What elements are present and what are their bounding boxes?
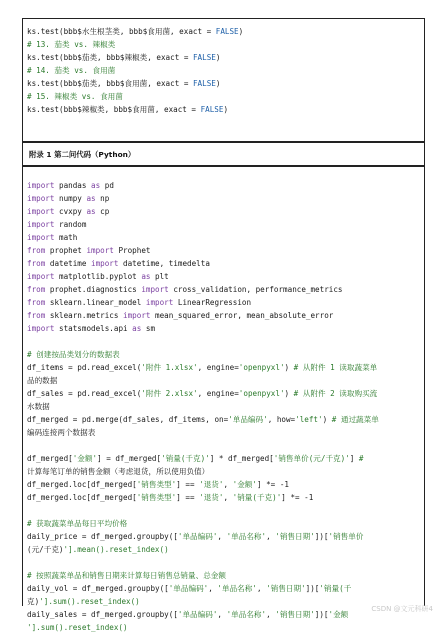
code-line: from prophet import Prophet bbox=[27, 246, 151, 255]
code-line: import statsmodels.api as sm bbox=[27, 324, 156, 333]
code-line: from sklearn.linear_model import LinearRegression bbox=[27, 298, 252, 307]
appendix-title: 附录 1 第二问代码（Python） bbox=[29, 150, 136, 159]
code-line: # 创建按品类划分的数据表 bbox=[27, 350, 120, 359]
code-line: # 按照蔬菜单品和销售日期来计算每日销售总销量、总金额 bbox=[27, 571, 226, 580]
code-line: df_items = pd.read_excel('附件 1.xlsx', engine='openpyxl') # 从附件 1 读取蔬菜单 bbox=[27, 363, 378, 372]
code-line: daily_sales = df_merged.groupby(['单品编码', '单品名称', '销售日期'])['金额 bbox=[27, 610, 349, 619]
code-line bbox=[27, 439, 420, 452]
code-line: 编码连接两个数据表 bbox=[27, 428, 96, 437]
code-line: from prophet.diagnostics import cross_validation, performance_metrics bbox=[27, 285, 343, 294]
code-line bbox=[27, 335, 420, 348]
code-line: df_merged['金额'] = df_merged['销量(千克)'] * df_merged['销售单价(元/千克)'] # bbox=[27, 454, 364, 463]
code-line: '].sum().reset_index() bbox=[27, 623, 128, 632]
code-line: from datetime import datetime, timedelta bbox=[27, 259, 210, 268]
code-line: df_merged.loc[df_merged['销售类型'] == '退货', '金额'] *= -1 bbox=[27, 480, 289, 489]
code-line: ks.test(bbb$水生根茎类, bbb$食用菌, exact = FALSE) bbox=[27, 27, 244, 36]
code-line: df_sales = pd.read_excel('附件 2.xlsx', engine='openpyxl') # 从附件 2 读取购买流 bbox=[27, 389, 378, 398]
code-line: daily_price = df_merged.groupby(['单品编码', '单品名称', '销售日期'])['销售单价 bbox=[27, 532, 364, 541]
code-lines bbox=[27, 179, 420, 634]
code-line: 水数据 bbox=[27, 402, 50, 411]
code-line: import pandas as pd bbox=[27, 181, 114, 190]
code-line: daily_vol = df_merged.groupby(['单品编码', '单品名称', '销售日期'])['销量(千 bbox=[27, 584, 352, 593]
code-line: df_merged = pd.merge(df_sales, df_items, on='单品编码', how='left') # 通过蔬菜单 bbox=[27, 415, 379, 424]
code-lines bbox=[27, 25, 420, 116]
code-line: import matplotlib.pyplot as plt bbox=[27, 272, 169, 281]
code-line: 计算每笔订单的销售金额（考虑退货，所以使用负值） bbox=[27, 467, 210, 476]
code-line: df_merged.loc[df_merged['销售类型'] == '退货', '销量(千克)'] *= -1 bbox=[27, 493, 314, 502]
code-line: # 13. 茄类 vs. 辣椒类 bbox=[27, 40, 116, 49]
code-line: ks.test(bbb$辣椒类, bbb$食用菌, exact = FALSE) bbox=[27, 105, 229, 114]
code-line: import random bbox=[27, 220, 87, 229]
code-line: # 获取蔬菜单品每日平均价格 bbox=[27, 519, 128, 528]
code-line: ks.test(bbb$茄类, bbb$辣椒类, exact = FALSE) bbox=[27, 53, 221, 62]
code-line: 克)'].sum().reset_index() bbox=[27, 597, 140, 606]
appendix-header bbox=[22, 142, 425, 166]
code-line bbox=[27, 556, 420, 569]
code-line bbox=[27, 504, 420, 517]
code-line: # 15. 辣椒类 vs. 食用菌 bbox=[27, 92, 123, 101]
code-line: import numpy as np bbox=[27, 194, 110, 203]
code-line: import cvxpy as cp bbox=[27, 207, 110, 216]
code-block-r bbox=[22, 18, 425, 142]
code-line: import math bbox=[27, 233, 78, 242]
watermark: CSDN @文元科研4 bbox=[371, 605, 433, 613]
code-line: ks.test(bbb$茄类, bbb$食用菌, exact = FALSE) bbox=[27, 79, 221, 88]
code-line: from sklearn.metrics import mean_squared_error, mean_absolute_error bbox=[27, 311, 334, 320]
code-line: # 14. 茄类 vs. 食用菌 bbox=[27, 66, 116, 75]
code-line: (元/千克)'].mean().reset_index() bbox=[27, 545, 169, 554]
code-line: 品的数据 bbox=[27, 376, 58, 385]
